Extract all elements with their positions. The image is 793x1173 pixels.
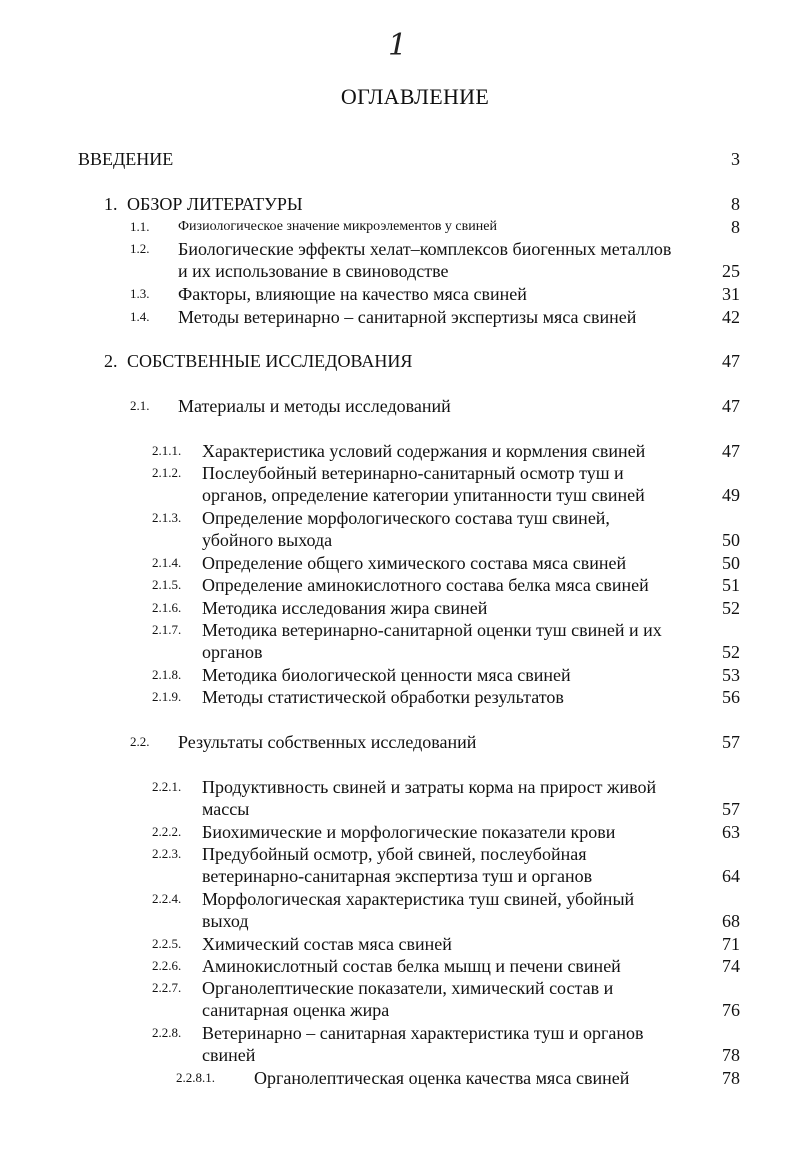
- toc-entry-number: 2.2.1.: [152, 779, 182, 794]
- toc-page-number: 50: [722, 553, 740, 573]
- toc-entry-number: 1.2.: [130, 241, 150, 256]
- toc-page-number: 47: [722, 351, 740, 371]
- toc-entry-number: 2.1.: [130, 398, 150, 413]
- toc-page-number: 64: [722, 866, 740, 886]
- toc-entry-number: 1.4.: [130, 309, 150, 324]
- toc-entry-number: 2.1.9.: [152, 689, 182, 704]
- toc-entry-text: Органолептическая оценка качества мяса свиней: [254, 1068, 630, 1088]
- toc-entry-text: Определение общего химического состава мяса свиней: [202, 553, 627, 573]
- toc-entry-text: Характеристика условий содержания и кормления свиней: [202, 441, 646, 461]
- toc-entry-text: органов: [202, 642, 263, 662]
- toc-entry-number: 2.2.4.: [152, 891, 182, 906]
- toc-entry-text: ВВЕДЕНИЕ: [78, 149, 174, 169]
- toc-entry-text: Физиологическое значение микроэлементов у свиней: [178, 219, 497, 234]
- toc-entry-number: 2.1.6.: [152, 600, 182, 615]
- toc-entry-text: Послеубойный ветеринарно-санитарный осмотр туш и: [202, 463, 624, 483]
- toc-entry-text: СОБСТВЕННЫЕ ИССЛЕДОВАНИЯ: [127, 351, 413, 371]
- toc-entry-number: 2.1.8.: [152, 667, 182, 682]
- toc-entry-number: 2.2.6.: [152, 958, 182, 973]
- toc-page-number: 78: [722, 1068, 740, 1088]
- toc-entry-text: Биохимические и морфологические показатели крови: [202, 822, 616, 842]
- toc-page-number: 52: [722, 642, 740, 662]
- toc-entry-number: 1.3.: [130, 286, 150, 301]
- toc-page-number: 25: [722, 261, 740, 281]
- toc-entry-text: ОБЗОР ЛИТЕРАТУРЫ: [127, 194, 303, 214]
- toc-page-number: 8: [731, 217, 740, 237]
- toc-page-number: 53: [722, 665, 740, 685]
- toc-entry-text: Методика биологической ценности мяса свиней: [202, 665, 571, 685]
- toc-entry-text: органов, определение категории упитанности туш свиней: [202, 485, 645, 505]
- toc-entry-number: 2.2.3.: [152, 846, 182, 861]
- toc-page-number: 52: [722, 598, 740, 618]
- toc-page-number: 68: [722, 911, 740, 931]
- toc-entry-number: 2.2.7.: [152, 980, 182, 995]
- toc-entry-text: Ветеринарно – санитарная характеристика туш и органов: [202, 1023, 644, 1043]
- toc-entry-text: Химический состав мяса свиней: [202, 934, 452, 954]
- toc-entry-text: выход: [202, 911, 249, 931]
- toc-entry-text: Определение аминокислотного состава белка мяса свиней: [202, 575, 649, 595]
- toc-page-number: 50: [722, 530, 740, 550]
- toc-entry-number: 2.1.7.: [152, 622, 182, 637]
- toc-entry-number: 2.2.2.: [152, 824, 182, 839]
- toc-page-number: 78: [722, 1045, 740, 1065]
- toc-entry-text: Биологические эффекты хелат–комплексов биогенных металлов: [178, 239, 672, 259]
- toc-entry-number: 2.1.3.: [152, 510, 182, 525]
- toc-page-number: 57: [722, 732, 740, 752]
- toc-page-number: 74: [722, 956, 740, 976]
- toc-page-number: 71: [722, 934, 740, 954]
- toc-entry-number: 1.1.: [130, 219, 150, 234]
- toc-entry-text: Продуктивность свиней и затраты корма на прирост живой: [202, 777, 657, 797]
- toc-entry-number: 2.1.4.: [152, 555, 182, 570]
- toc-entry-number: 2.2.8.: [152, 1025, 182, 1040]
- toc-entry-text: убойного выхода: [202, 530, 333, 550]
- toc-entry-text: Методы статистической обработки результатов: [202, 687, 564, 707]
- toc-entry-text: массы: [202, 799, 250, 819]
- toc-entry-text: Методика исследования жира свиней: [202, 598, 488, 618]
- toc-page-number: 76: [722, 1000, 740, 1020]
- toc-entry-number: 1.: [104, 194, 118, 214]
- toc-entry-text: Методы ветеринарно – санитарной экспертизы мяса свиней: [178, 307, 637, 327]
- toc-page-number: 56: [722, 687, 740, 707]
- toc-page-number: 31: [722, 284, 740, 304]
- toc-page-number: 47: [722, 396, 740, 416]
- toc-entry-text: Морфологическая характеристика туш свиней, убойный: [202, 889, 635, 909]
- toc-page-number: 8: [731, 194, 740, 214]
- toc-entry-text: Материалы и методы исследований: [178, 396, 451, 416]
- toc-entry-text: Определение морфологического состава туш свиней,: [202, 508, 610, 528]
- toc-entry-text: ветеринарно-санитарная экспертиза туш и органов: [202, 866, 593, 886]
- toc-entry-number: 2.1.2.: [152, 465, 182, 480]
- toc-entry-number: 2.2.8.1.: [176, 1070, 215, 1085]
- toc-page-number: 57: [722, 799, 740, 819]
- toc-page-number: 42: [722, 307, 740, 327]
- toc-entry-text: Органолептические показатели, химический состав и: [202, 978, 614, 998]
- toc-page-number: 49: [722, 485, 740, 505]
- toc-entry-number: 2.2.: [130, 734, 150, 749]
- toc-entry-text: Результаты собственных исследований: [178, 732, 477, 752]
- toc-entry-text: санитарная оценка жира: [202, 1000, 390, 1020]
- toc-entry-text: Факторы, влияющие на качество мяса свиней: [178, 284, 527, 304]
- toc-entry-text: Методика ветеринарно-санитарной оценки туш свиней и их: [202, 620, 662, 640]
- toc-page-number: 47: [722, 441, 740, 461]
- toc-entry-text: свиней: [202, 1045, 256, 1065]
- toc-page-number: 51: [722, 575, 740, 595]
- toc-entry-text: Предубойный осмотр, убой свиней, послеубойная: [202, 844, 587, 864]
- toc-entry-text: и их использование в свиноводстве: [178, 261, 449, 281]
- toc-page-number: 3: [731, 149, 740, 169]
- toc-entry-number: 2.: [104, 351, 118, 371]
- toc-entry-number: 2.1.1.: [152, 443, 182, 458]
- toc-entry-number: 2.1.5.: [152, 577, 182, 592]
- toc-entry-text: Аминокислотный состав белка мышц и печени свиней: [202, 956, 621, 976]
- toc-entry-number: 2.2.5.: [152, 936, 182, 951]
- page-title: ОГЛАВЛЕНИЕ: [340, 84, 490, 109]
- handwritten-page-number: 1: [388, 28, 408, 63]
- toc-page-number: 63: [722, 822, 740, 842]
